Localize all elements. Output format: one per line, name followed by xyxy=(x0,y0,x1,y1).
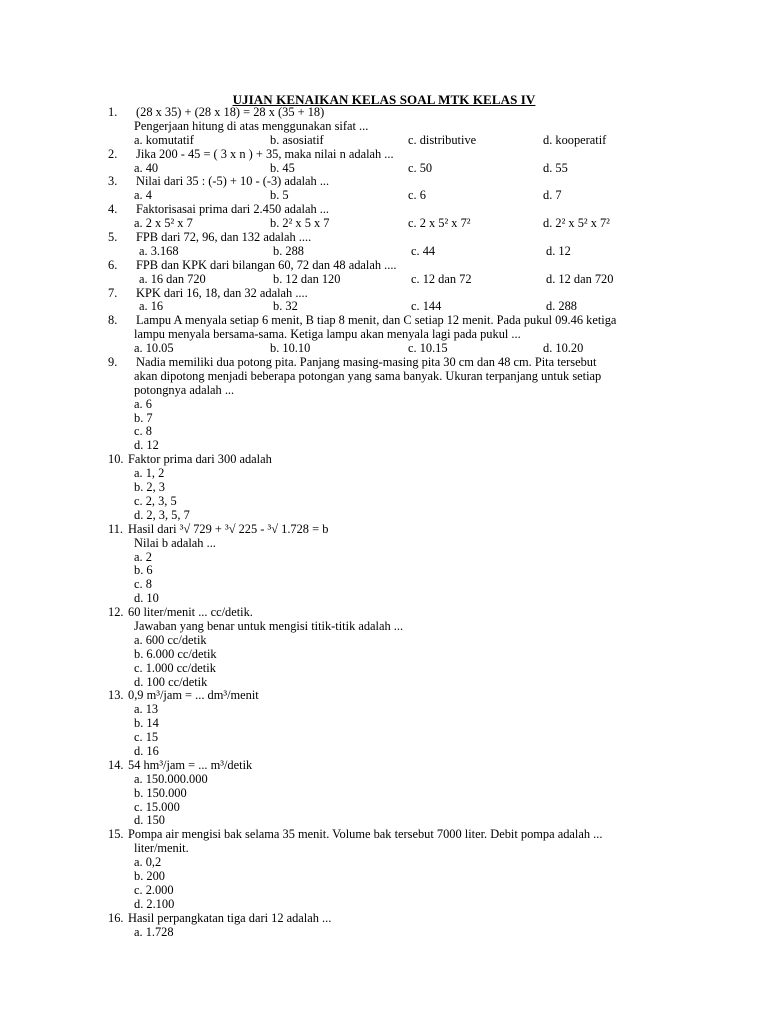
options-row xyxy=(0,300,768,314)
option-line xyxy=(0,564,768,578)
answer-option: b. 32 xyxy=(273,299,298,314)
option-line xyxy=(0,801,768,815)
option-line xyxy=(0,425,768,439)
answer-option: c. 44 xyxy=(411,243,436,258)
option-line xyxy=(0,745,768,759)
question-line xyxy=(0,828,768,842)
question-number: 6. xyxy=(108,257,118,272)
answer-option: a. komutatif xyxy=(134,132,194,147)
options-row xyxy=(0,245,768,259)
answer-option: c. 2.000 xyxy=(134,882,174,897)
question-line xyxy=(0,453,768,467)
question-text: FPB dan KPK dari bilangan 60, 72 dan 48 adalah .... xyxy=(136,257,397,272)
answer-option: d. 2, 3, 5, 7 xyxy=(134,507,190,522)
question-line xyxy=(0,106,768,120)
answer-option: c. 8 xyxy=(134,424,152,439)
option-line xyxy=(0,676,768,690)
question-number: 8. xyxy=(108,313,118,328)
answer-option: c. 1.000 cc/detik xyxy=(134,660,216,675)
question-text: 60 liter/menit ... cc/detik. xyxy=(128,605,253,620)
answer-option: c. 10.15 xyxy=(408,341,448,356)
option-line xyxy=(0,592,768,606)
options-row xyxy=(0,217,768,231)
option-line xyxy=(0,703,768,717)
option-line xyxy=(0,578,768,592)
question-number: 3. xyxy=(108,174,118,189)
question-text: Pompa air mengisi bak selama 35 menit. Volume bak tersebut 7000 liter. Debit pompa adalah ... xyxy=(128,827,603,842)
option-line xyxy=(0,495,768,509)
answer-option: b. 2, 3 xyxy=(134,480,165,495)
answer-option: c. 8 xyxy=(134,577,152,592)
question-number: 16. xyxy=(108,910,124,925)
answer-option: b. 288 xyxy=(273,243,304,258)
answer-option: d. 12 dan 720 xyxy=(546,271,614,286)
option-line xyxy=(0,551,768,565)
option-line xyxy=(0,898,768,912)
answer-option: b. 150.000 xyxy=(134,785,187,800)
question-number: 10. xyxy=(108,452,124,467)
answer-option: c. distributive xyxy=(408,132,477,147)
question-line xyxy=(0,759,768,773)
answer-option: a. 1.728 xyxy=(134,924,174,939)
answer-option: d. 150 xyxy=(134,813,165,828)
question-text: 0,9 m³/jam = ... dm³/menit xyxy=(128,688,259,703)
question-line xyxy=(0,328,768,342)
answer-option: d. 288 xyxy=(546,299,577,314)
answer-option: b. asosiatif xyxy=(270,132,324,147)
option-line xyxy=(0,634,768,648)
answer-option: d. 2.100 xyxy=(134,896,175,911)
answer-option: d. kooperatif xyxy=(543,132,607,147)
answer-option: d. 10 xyxy=(134,591,159,606)
answer-option: b. 12 dan 120 xyxy=(273,271,341,286)
exam-title: UJIAN KENAIKAN KELAS SOAL MTK KELAS IV xyxy=(232,92,536,107)
options-row xyxy=(0,189,768,203)
option-line xyxy=(0,814,768,828)
answer-option: a. 2 x 5² x 7 xyxy=(134,216,193,231)
question-text: Jika 200 - 45 = ( 3 x n ) + 35, maka nilai n adalah ... xyxy=(136,146,394,161)
question-number: 4. xyxy=(108,202,118,217)
question-text: Nilai b adalah ... xyxy=(134,535,216,550)
question-line xyxy=(0,120,768,134)
answer-option: d. 55 xyxy=(543,160,568,175)
answer-option: a. 13 xyxy=(134,702,159,717)
question-text: KPK dari 16, 18, dan 32 adalah .... xyxy=(136,285,308,300)
options-row xyxy=(0,162,768,176)
answer-option: d. 12 xyxy=(546,243,571,258)
question-number: 5. xyxy=(108,230,118,245)
question-line xyxy=(0,689,768,703)
option-line xyxy=(0,926,768,940)
answer-option: b. 10.10 xyxy=(270,341,311,356)
question-line xyxy=(0,912,768,926)
question-text: Lampu A menyala setiap 6 menit, B tiap 8 menit, dan C setiap 12 menit. Pada pukul 09.46 ketiga xyxy=(136,313,617,328)
question-line xyxy=(0,231,768,245)
question-line xyxy=(0,148,768,162)
answer-option: c. 15.000 xyxy=(134,799,180,814)
question-line xyxy=(0,370,768,384)
answer-option: d. 10.20 xyxy=(543,341,584,356)
answer-option: c. 15 xyxy=(134,730,159,745)
question-number: 15. xyxy=(108,827,124,842)
answer-option: a. 0,2 xyxy=(134,855,162,870)
answer-option: a. 4 xyxy=(134,188,152,203)
answer-option: b. 2² x 5 x 7 xyxy=(270,216,330,231)
answer-option: b. 45 xyxy=(270,160,295,175)
question-number: 7. xyxy=(108,285,118,300)
answer-option: b. 5 xyxy=(270,188,289,203)
question-number: 2. xyxy=(108,146,118,161)
question-line xyxy=(0,606,768,620)
question-number: 13. xyxy=(108,688,124,703)
question-line xyxy=(0,620,768,634)
options-row xyxy=(0,342,768,356)
question-list xyxy=(0,106,768,939)
option-line xyxy=(0,870,768,884)
question-text: Nadia memiliki dua potong pita. Panjang masing-masing pita 30 cm dan 48 cm. Pita tersebut xyxy=(136,355,597,370)
option-line xyxy=(0,398,768,412)
answer-option: a. 3.168 xyxy=(139,243,179,258)
answer-option: a. 16 dan 720 xyxy=(139,271,206,286)
question-text: FPB dari 72, 96, dan 132 adalah .... xyxy=(136,230,312,245)
answer-option: d. 2² x 5² x 7² xyxy=(543,216,610,231)
question-text: akan dipotong menjadi beberapa potongan yang sama banyak. Ukuran terpanjang untuk setiap xyxy=(134,368,602,383)
answer-option: b. 6.000 cc/detik xyxy=(134,646,217,661)
question-text: Faktor prima dari 300 adalah xyxy=(128,452,272,467)
answer-option: d. 16 xyxy=(134,743,159,758)
answer-option: a. 150.000.000 xyxy=(134,771,208,786)
option-line xyxy=(0,884,768,898)
question-text: 54 hm³/jam = ... m³/detik xyxy=(128,757,253,772)
option-line xyxy=(0,648,768,662)
answer-option: c. 144 xyxy=(411,299,442,314)
answer-option: b. 200 xyxy=(134,868,165,883)
question-line xyxy=(0,203,768,217)
answer-option: b. 7 xyxy=(134,410,153,425)
option-line xyxy=(0,773,768,787)
question-text: (28 x 35) + (28 x 18) = 28 x (35 + 18) xyxy=(136,105,325,119)
option-line xyxy=(0,509,768,523)
answer-option: a. 600 cc/detik xyxy=(134,632,207,647)
answer-option: c. 6 xyxy=(408,188,426,203)
question-line xyxy=(0,314,768,328)
option-line xyxy=(0,731,768,745)
question-line xyxy=(0,259,768,273)
question-number: 14. xyxy=(108,757,124,772)
question-line xyxy=(0,384,768,398)
option-line xyxy=(0,717,768,731)
question-text: Hasil perpangkatan tiga dari 12 adalah ... xyxy=(128,910,332,925)
answer-option: c. 12 dan 72 xyxy=(411,271,472,286)
question-text: lampu menyala bersama-sama. Ketiga lampu akan menyala lagi pada pukul ... xyxy=(134,327,521,342)
question-line xyxy=(0,356,768,370)
question-text: Nilai dari 35 : (-5) + 10 - (-3) adalah ... xyxy=(136,174,330,189)
answer-option: d. 7 xyxy=(543,188,562,203)
question-line xyxy=(0,842,768,856)
question-line xyxy=(0,537,768,551)
question-line xyxy=(0,175,768,189)
answer-option: a. 2 xyxy=(134,549,152,564)
option-line xyxy=(0,439,768,453)
option-line xyxy=(0,662,768,676)
options-row xyxy=(0,134,768,148)
question-number: 12. xyxy=(108,605,124,620)
answer-option: d. 12 xyxy=(134,438,159,453)
answer-option: d. 100 cc/detik xyxy=(134,674,208,689)
answer-option: c. 2, 3, 5 xyxy=(134,493,177,508)
question-number: 9. xyxy=(108,355,118,370)
question-line xyxy=(0,287,768,301)
answer-option: c. 50 xyxy=(408,160,433,175)
answer-option: a. 40 xyxy=(134,160,159,175)
option-line xyxy=(0,481,768,495)
question-number: 1. xyxy=(108,105,118,119)
answer-option: b. 14 xyxy=(134,716,159,731)
question-text: Hasil dari ³√ 729 + ³√ 225 - ³√ 1.728 = b xyxy=(128,521,329,536)
option-line xyxy=(0,856,768,870)
answer-option: b. 6 xyxy=(134,563,153,578)
answer-option: a. 10.05 xyxy=(134,341,174,356)
question-text: Faktorisasai prima dari 2.450 adalah ... xyxy=(136,202,330,217)
answer-option: a. 1, 2 xyxy=(134,466,165,481)
option-line xyxy=(0,412,768,426)
answer-option: a. 16 xyxy=(139,299,164,314)
question-text: Pengerjaan hitung di atas menggunakan sifat ... xyxy=(134,118,369,133)
option-line xyxy=(0,787,768,801)
answer-option: a. 6 xyxy=(134,396,152,411)
question-text: liter/menit. xyxy=(134,841,189,856)
question-text: Jawaban yang benar untuk mengisi titik-titik adalah ... xyxy=(134,618,404,633)
question-line xyxy=(0,523,768,537)
answer-option: c. 2 x 5² x 7² xyxy=(408,216,471,231)
question-number: 11. xyxy=(108,521,124,536)
option-line xyxy=(0,467,768,481)
options-row xyxy=(0,273,768,287)
question-text: potongnya adalah ... xyxy=(134,382,235,397)
